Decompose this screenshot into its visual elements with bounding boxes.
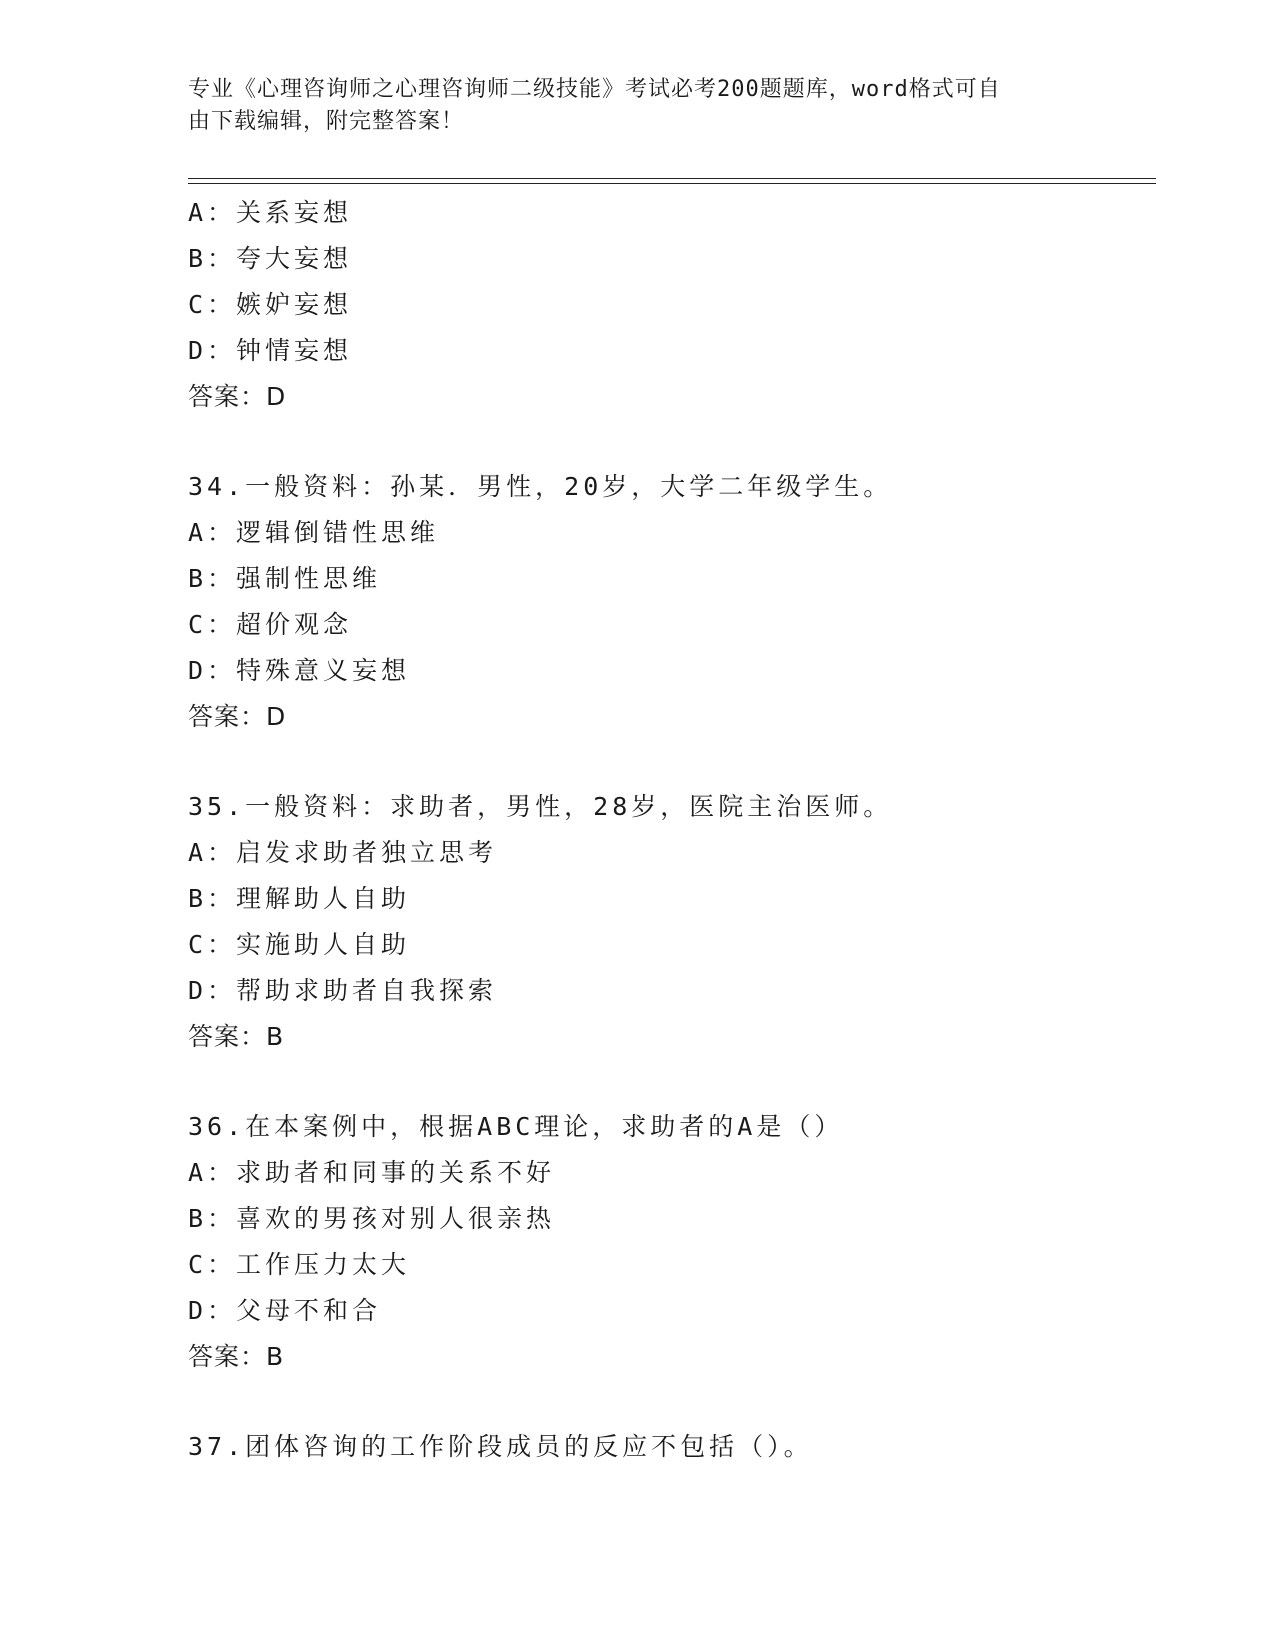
option-b: B：喜欢的男孩对别人很亲热 <box>188 1204 556 1233</box>
option-c: C：实施助人自助 <box>188 930 411 959</box>
option-c: C：嫉妒妄想 <box>188 290 353 319</box>
question-block-36 <box>188 1104 1148 1380</box>
header-line-1: 专业《心理咨询师之心理咨询师二级技能》考试必考200题题库，word格式可自 <box>188 77 1001 102</box>
header-line-2: 由下载编辑，附完整答案！ <box>188 109 465 134</box>
question-block-37 <box>188 1424 1148 1470</box>
option-d: D：父母不和合 <box>188 1296 382 1325</box>
answer: 答案：D <box>188 702 287 731</box>
header-divider-bottom <box>188 183 1156 184</box>
question-text: 36.在本案例中，根据ABC理论，求助者的A是（） <box>188 1112 844 1141</box>
question-text: 34.一般资料：孙某．男性，20岁，大学二年级学生。 <box>188 472 893 501</box>
option-a: A：逻辑倒错性思维 <box>188 518 440 547</box>
question-block-33 <box>188 190 1148 420</box>
answer: 答案：B <box>188 1342 285 1371</box>
answer: 答案：D <box>188 382 287 411</box>
question-text: 37.团体咨询的工作阶段成员的反应不包括（）。 <box>188 1432 813 1461</box>
option-b: B：强制性思维 <box>188 564 382 593</box>
question-block-34 <box>188 464 1148 740</box>
option-b: B：理解助人自助 <box>188 884 411 913</box>
option-d: D：钟情妄想 <box>188 336 353 365</box>
question-list <box>188 190 1148 1470</box>
answer: 答案：B <box>188 1022 285 1051</box>
option-c: C：超价观念 <box>188 610 353 639</box>
header-divider-top <box>188 178 1156 179</box>
document-header <box>188 74 1068 138</box>
option-d: D：帮助求助者自我探索 <box>188 976 498 1005</box>
option-a: A：求助者和同事的关系不好 <box>188 1158 556 1187</box>
question-text: 35.一般资料：求助者，男性，28岁，医院主治医师。 <box>188 792 893 821</box>
option-d: D：特殊意义妄想 <box>188 656 411 685</box>
option-a: A：启发求助者独立思考 <box>188 838 498 867</box>
option-a: A：关系妄想 <box>188 198 353 227</box>
option-b: B：夸大妄想 <box>188 244 353 273</box>
option-c: C：工作压力太大 <box>188 1250 411 1279</box>
question-block-35 <box>188 784 1148 1060</box>
